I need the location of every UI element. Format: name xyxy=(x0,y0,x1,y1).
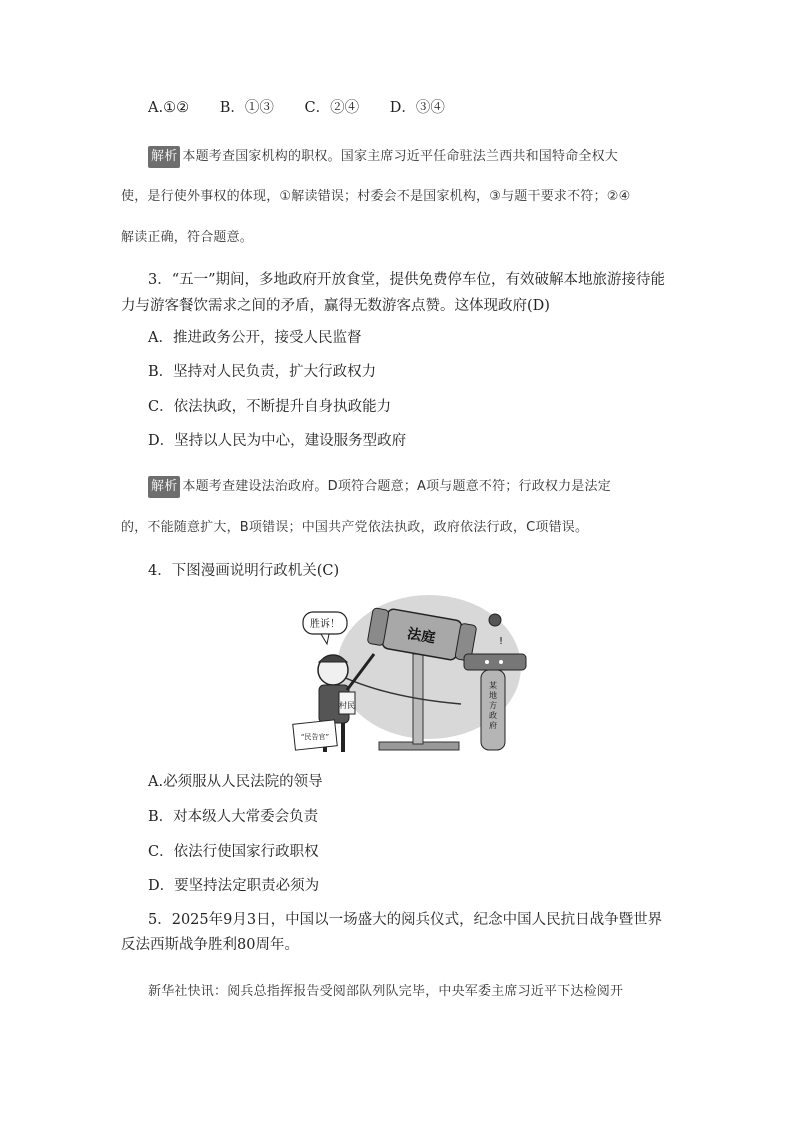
courtroom-cartoon xyxy=(289,592,527,762)
option: D．要坚持法定职责必须为 xyxy=(148,878,320,894)
option: B．①③ xyxy=(219,100,274,116)
question-stem: 力与游客餐饮需求之间的矛盾，赢得无数游客点赞。这体现政府(D) xyxy=(121,298,550,314)
question-stem: 3．“五一”期间，多地政府开放食堂，提供免费停车位，有效破解本地旅游接待能 xyxy=(148,272,666,288)
news-line: 新华社快讯：阅兵总指挥报告受阅部队列队完毕，中央军委主席习近平下达检阅开 xyxy=(148,984,624,999)
option: D．坚持以人民为中心，建设服务型政府 xyxy=(148,433,407,449)
analysis-line: 解读正确，符合题意。 xyxy=(121,230,254,245)
speech-bubble xyxy=(303,612,347,644)
svg-text:方: 方 xyxy=(489,701,497,710)
analysis-line: 的，不能随意扩大，B项错误；中国共产党依法执政，政府依法行政，C项错误。 xyxy=(121,520,589,535)
svg-text:地: 地 xyxy=(489,691,497,700)
option: D．③④ xyxy=(389,100,445,116)
villager-tag: 村民 xyxy=(339,701,355,710)
option: B．坚持对人民负责，扩大行政权力 xyxy=(148,364,377,380)
question-stem: 4．下图漫画说明行政机关(C) xyxy=(148,563,340,579)
analysis-line: 解析 本题考查建设法治政府。D项符合题意；A项与题意不符；行政权力是法定 xyxy=(148,476,611,498)
speech-text: 胜诉！ xyxy=(310,619,340,630)
angry-scribble-icon xyxy=(489,614,501,626)
option: A．推进政务公开，接受人民监督 xyxy=(148,330,362,346)
option: A.必须服从人民法院的领导 xyxy=(148,774,323,790)
option: A.①② xyxy=(148,100,190,116)
analysis-badge: 解析 xyxy=(148,146,180,168)
svg-text:!: ! xyxy=(499,636,504,647)
paper-text: “民告官” xyxy=(300,733,330,741)
option: C．依法行使国家行政职权 xyxy=(148,844,319,860)
q2-options xyxy=(148,98,471,118)
analysis-badge: 解析 xyxy=(148,476,180,498)
lawsuit-paper xyxy=(293,720,337,750)
hammer-label: 法庭 xyxy=(405,626,437,647)
question-stem: 反法西斯战争胜利80周年。 xyxy=(121,937,299,953)
svg-text:府: 府 xyxy=(489,721,497,730)
question-stem: 5．2025年9月3日，中国以一场盛大的阅兵仪式，纪念中国人民抗日战争暨世界 xyxy=(148,912,663,928)
option: C．依法执政，不断提升自身执政能力 xyxy=(148,399,392,415)
analysis-line: 解析 本题考查国家机构的职权。国家主席习近平任命驻法兰西共和国特命全权大 xyxy=(148,146,618,168)
analysis-line: 使，是行使外事权的体现，①解读错误；村委会不是国家机构，③与题干要求不符；②④ xyxy=(121,189,631,204)
gov-label-1: 某 xyxy=(489,681,497,690)
option: B．对本级人大常委会负责 xyxy=(148,809,319,825)
option: C．②④ xyxy=(304,100,360,116)
svg-text:政: 政 xyxy=(489,711,497,720)
